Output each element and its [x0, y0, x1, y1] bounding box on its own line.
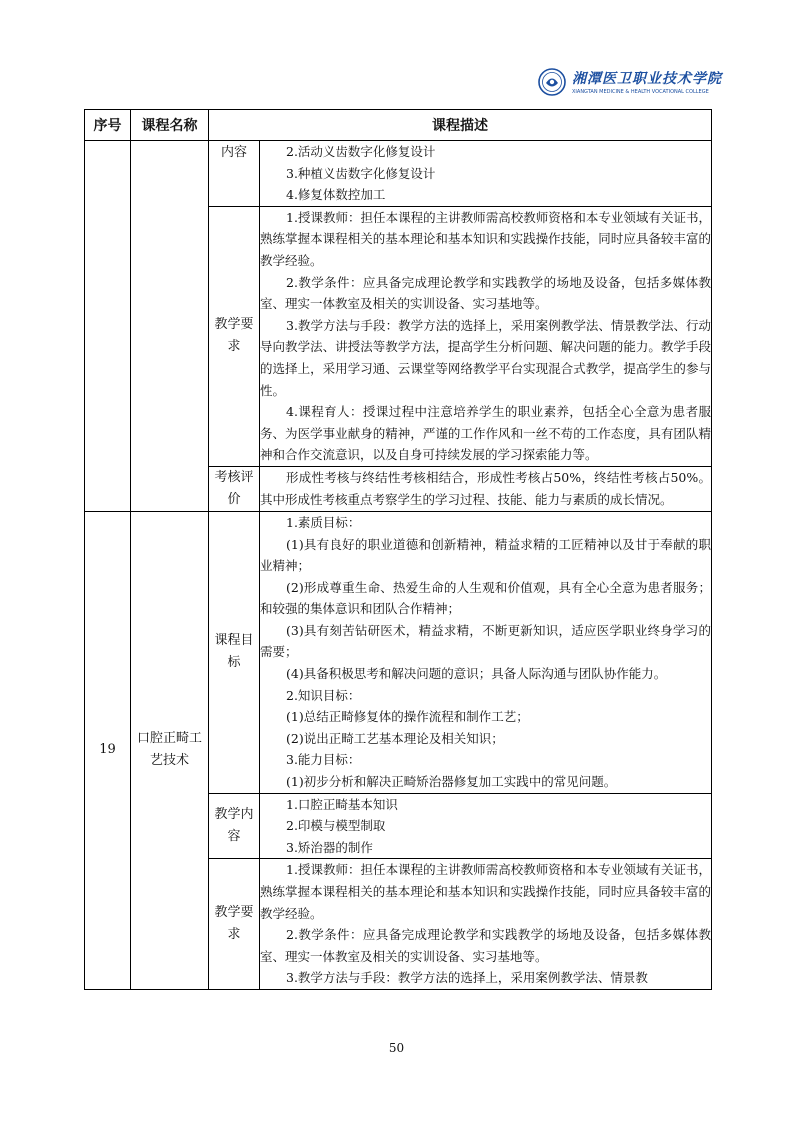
paragraph: 形成性考核与终结性考核相结合，形成性考核占50%，终结性考核占50%。其中形成性考核重点考察学生的学习过程、技能、能力与素质的成长情况。	[260, 470, 711, 507]
course-name-cell: 口腔正畸工艺技术	[131, 511, 209, 989]
content-desc	[260, 793, 712, 859]
prev-course-name-cell	[131, 141, 209, 512]
goal-line: (4)具备积极思考和解决问题的意识；具备人际沟通与团队协作能力。	[286, 666, 667, 682]
table-header-row	[85, 110, 712, 141]
school-name-en: XIANGTAN MEDICINE & HEALTH VOCATIONAL COLLEGE	[572, 89, 709, 95]
page-number: 50	[388, 1041, 405, 1055]
school-name-cn: 湘潭医卫职业技术学院	[572, 71, 722, 87]
list-item: 3.矫治器的制作	[286, 839, 373, 855]
goal-line: (1)初步分析和解决正畸矫治器修复加工实践中的常见问题。	[286, 774, 617, 790]
goal-line: 1.素质目标：	[286, 514, 361, 530]
prev-req-desc	[260, 206, 712, 466]
table-row	[85, 141, 712, 207]
list-item: 3.种植义齿数字化修复设计	[286, 165, 436, 181]
paragraph: 3.教学方法与手段：教学方法的选择上，采用案例教学法、情景教学法、行动导向教学法、讲授法等教学方法，提高学生分析问题、解决问题的能力。教学手段的选择上，采用学习通、云课堂等网络教学平台实现混合式教学，提高学生的参与性。	[260, 317, 711, 398]
page-header	[0, 0, 793, 110]
header-number: 序号	[85, 110, 131, 141]
goal-label: 课程目标	[209, 511, 260, 793]
list-item: 2.印模与模型制取	[286, 818, 386, 834]
req-desc	[260, 859, 712, 990]
paragraph: 1.授课教师：担任本课程的主讲教师需高校教师资格和本专业领域有关证书，熟练掌握本课程相关的基本理论和基本知识和实践操作技能，同时应具备较丰富的教学经验。	[260, 209, 711, 268]
goal-line: (3)具有刻苦钻研医术，精益求精，不断更新知识，适应医学职业终身学习的需要；	[260, 622, 711, 660]
paragraph: 1.授课教师：担任本课程的主讲教师需高校教师资格和本专业领域有关证书，熟练掌握本课程相关的基本理论和基本知识和实践操作技能，同时应具备较丰富的教学经验。	[260, 862, 711, 921]
paragraph: 4.课程育人：授课过程中注意培养学生的职业素养，包括全心全意为患者服务、为医学事业献身的精神，严谨的工作作风和一丝不苟的工作态度，具有团队精神和合作交流意识，以及自身可持续发展的学习探索能力等。	[260, 404, 711, 463]
prev-content-label: 内容	[209, 141, 260, 207]
paragraph: 2.教学条件：应具备完成理论教学和实践教学的场地及设备，包括多媒体教室、理实一体教室及相关的实训设备、实习基地等。	[260, 274, 711, 312]
goal-line: (1)总结正畸修复体的操作流程和制作工艺；	[286, 709, 529, 725]
prev-eval-desc	[260, 466, 712, 511]
goal-line: (2)说出正畸工艺基本理论及相关知识；	[286, 730, 504, 746]
goal-line: (2)形成尊重生命、热爱生命的人生观和价值观，具有全心全意为患者服务；和较强的集体意识和团队合作精神；	[260, 579, 711, 617]
paragraph: 3.教学方法与手段：教学方法的选择上，采用案例教学法、情景教	[286, 970, 648, 986]
header-course-desc: 课程描述	[209, 110, 712, 141]
prev-content-desc	[260, 141, 712, 207]
prev-req-label: 教学要求	[209, 206, 260, 466]
list-item: 1.口腔正畸基本知识	[286, 796, 398, 812]
prev-eval-label: 考核评价	[209, 466, 260, 511]
list-item: 4.修复体数控加工	[286, 187, 386, 203]
goal-line: (1)具有良好的职业道德和创新精神，精益求精的工匠精神以及甘于奉献的职业精神；	[260, 536, 711, 574]
table-row	[85, 511, 712, 793]
goal-line: 2.知识目标：	[286, 687, 361, 703]
course-table	[84, 109, 712, 990]
prev-number-cell	[85, 141, 131, 512]
goal-line: 3.能力目标：	[286, 752, 361, 768]
content-label: 教学内容	[209, 793, 260, 859]
course-number-cell: 19	[85, 511, 131, 989]
goal-desc	[260, 511, 712, 793]
header-course-name: 课程名称	[131, 110, 209, 141]
college-logo-icon	[538, 68, 566, 96]
req-label: 教学要求	[209, 859, 260, 990]
list-item: 2.活动义齿数字化修复设计	[286, 144, 436, 159]
paragraph: 2.教学条件：应具备完成理论教学和实践教学的场地及设备，包括多媒体教室、理实一体教室及相关的实训设备、实习基地等。	[260, 927, 711, 964]
